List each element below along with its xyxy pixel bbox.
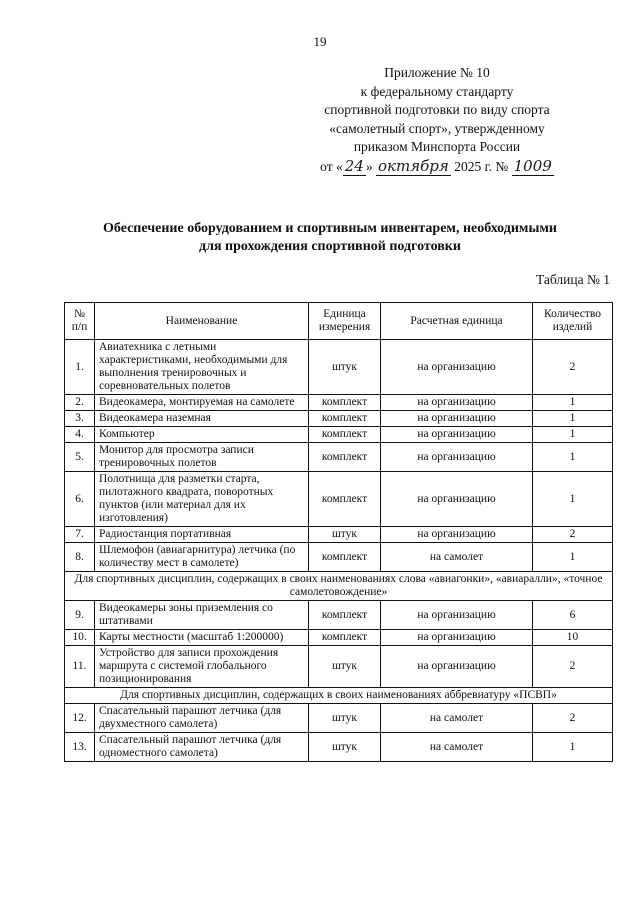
table-row (65, 704, 613, 733)
cell-calc: на организацию (381, 427, 533, 443)
cell-qty: 1 (533, 411, 613, 427)
cell-qty: 1 (533, 733, 613, 762)
cell-num: 2. (65, 395, 95, 411)
cell-num: 12. (65, 704, 95, 733)
cell-num: 11. (65, 646, 95, 688)
cell-qty: 1 (533, 543, 613, 572)
cell-unit: комплект (309, 630, 381, 646)
cell-qty: 1 (533, 472, 613, 527)
cell-unit: штук (309, 733, 381, 762)
cell-num: 9. (65, 601, 95, 630)
cell-calc: на организацию (381, 630, 533, 646)
title-line-2: для прохождения спортивной подготовки (199, 239, 461, 254)
table-row (65, 411, 613, 427)
appendix-line-2: к федеральному стандарту (360, 83, 514, 99)
cell-name: Спасательный парашют летчика (для одноместного самолета) (95, 733, 309, 762)
cell-name: Видеокамера, монтируемая на самолете (95, 395, 309, 411)
table-row (65, 733, 613, 762)
cell-num: 7. (65, 527, 95, 543)
date-year: 2025 г. № (454, 158, 509, 174)
section-heading: Для спортивных дисциплин, содержащих в своих наименованиях слова «авиагонки», «авиаралли», «точное самолетовождение» (65, 572, 613, 601)
table-row (65, 543, 613, 572)
cell-unit: штук (309, 527, 381, 543)
table-row (65, 646, 613, 688)
cell-qty: 2 (533, 340, 613, 395)
cell-unit: комплект (309, 472, 381, 527)
cell-unit: штук (309, 646, 381, 688)
table-row (65, 443, 613, 472)
cell-name: Видеокамера наземная (95, 411, 309, 427)
date-mid: » (365, 158, 373, 174)
table-row (65, 630, 613, 646)
cell-calc: на организацию (381, 340, 533, 395)
section-row (65, 572, 613, 601)
table-row (65, 601, 613, 630)
cell-qty: 2 (533, 527, 613, 543)
appendix-header (272, 64, 602, 176)
cell-num: 6. (65, 472, 95, 527)
cell-qty: 10 (533, 630, 613, 646)
cell-qty: 2 (533, 704, 613, 733)
cell-unit: комплект (309, 395, 381, 411)
cell-name: Радиостанция портативная (95, 527, 309, 543)
cell-name: Авиатехника с летными характеристиками, необходимыми для выполнения тренировочных и соревновательных полетов (95, 340, 309, 395)
cell-name: Компьютер (95, 427, 309, 443)
cell-calc: на организацию (381, 646, 533, 688)
cell-qty: 2 (533, 646, 613, 688)
cell-qty: 1 (533, 395, 613, 411)
table-header-row (65, 303, 613, 340)
cell-calc: на самолет (381, 733, 533, 762)
cell-unit: комплект (309, 543, 381, 572)
cell-calc: на организацию (381, 395, 533, 411)
table-row (65, 395, 613, 411)
header-num: № п/п (65, 303, 95, 340)
appendix-line-4: «самолетный спорт», утвержденному (329, 120, 545, 136)
cell-unit: штук (309, 340, 381, 395)
cell-calc: на организацию (381, 443, 533, 472)
handwritten-month: октября (378, 156, 449, 175)
appendix-line-1: Приложение № 10 (384, 65, 490, 80)
cell-name: Монитор для просмотра записи тренировочных полетов (95, 443, 309, 472)
cell-calc: на организацию (381, 527, 533, 543)
cell-qty: 1 (533, 427, 613, 443)
cell-name: Полотнища для разметки старта, пилотажного квадрата, поворотных пунктов (или материал для их изготовления) (95, 472, 309, 527)
cell-unit: комплект (309, 443, 381, 472)
document-title (60, 220, 600, 256)
cell-num: 3. (65, 411, 95, 427)
handwritten-number: 1009 (513, 156, 552, 175)
cell-calc: на организацию (381, 601, 533, 630)
table-row (65, 427, 613, 443)
section-row (65, 688, 613, 704)
appendix-line-5: приказом Минспорта России (353, 139, 521, 154)
table-caption: Таблица № 1 (536, 272, 610, 287)
cell-calc: на самолет (381, 704, 533, 733)
header-unit: Единица измерения (309, 303, 381, 340)
title-line-1: Обеспечение оборудованием и спортивным инвентарем, необходимыми (103, 221, 557, 236)
cell-qty: 6 (533, 601, 613, 630)
cell-num: 10. (65, 630, 95, 646)
table-row (65, 472, 613, 527)
header-name: Наименование (95, 303, 309, 340)
cell-calc: на организацию (381, 472, 533, 527)
header-qty: Количество изделий (533, 303, 613, 340)
cell-qty: 1 (533, 443, 613, 472)
cell-num: 13. (65, 733, 95, 762)
page-number: 19 (313, 34, 327, 49)
handwritten-day: 24 (344, 156, 364, 175)
cell-calc: на самолет (381, 543, 533, 572)
appendix-date-line (272, 157, 602, 177)
cell-unit: комплект (309, 411, 381, 427)
cell-num: 5. (65, 443, 95, 472)
section-heading: Для спортивных дисциплин, содержащих в своих наименованиях аббревиатуру «ПСВП» (65, 688, 613, 704)
cell-unit: комплект (309, 427, 381, 443)
cell-name: Шлемофон (авиагарнитура) летчика (по количеству мест в самолете) (95, 543, 309, 572)
cell-name: Карты местности (масштаб 1:200000) (95, 630, 309, 646)
equipment-table (64, 302, 613, 762)
cell-name: Видеокамеры зоны приземления со штативами (95, 601, 309, 630)
header-calc: Расчетная единица (381, 303, 533, 340)
table-row (65, 527, 613, 543)
cell-num: 4. (65, 427, 95, 443)
cell-unit: штук (309, 704, 381, 733)
cell-calc: на организацию (381, 411, 533, 427)
cell-name: Спасательный парашют летчика (для двухместного самолета) (95, 704, 309, 733)
date-prefix: от « (320, 158, 343, 174)
cell-num: 8. (65, 543, 95, 572)
cell-unit: комплект (309, 601, 381, 630)
cell-name: Устройство для записи прохождения маршрута с системой глобального позиционирования (95, 646, 309, 688)
cell-num: 1. (65, 340, 95, 395)
table-row (65, 340, 613, 395)
appendix-line-3: спортивной подготовки по виду спорта (324, 102, 550, 117)
